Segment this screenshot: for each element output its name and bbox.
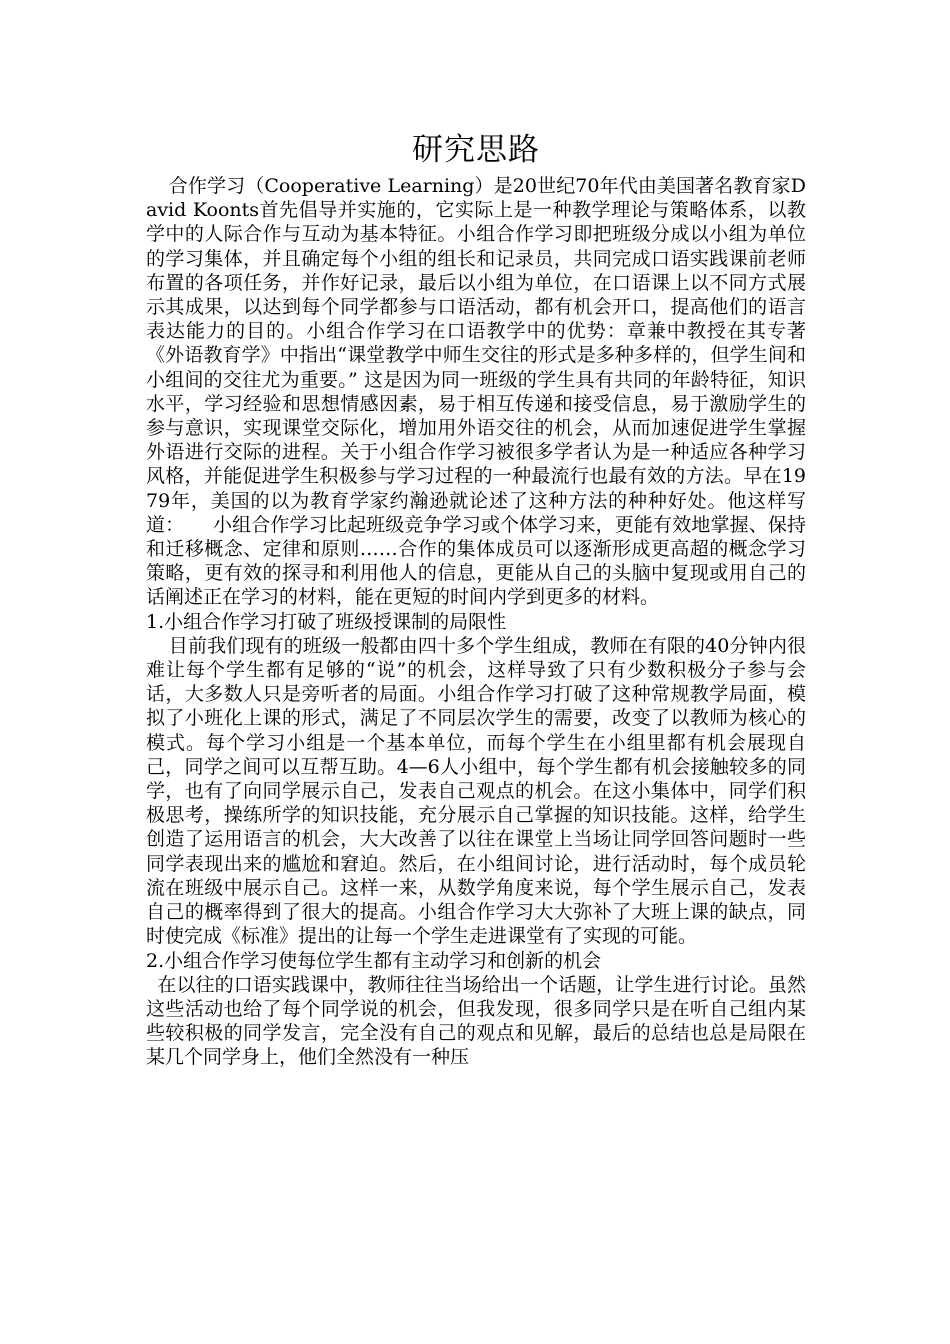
document-page	[146, 128, 806, 1070]
intro-paragraph: 合作学习（Cooperative Learning）是20世纪70年代由美国著名教育家David Koonts首先倡导并实施的，它实际上是一种教学理论与策略体系，以教学中的人际合作与互动为基本特征。小组合作学习即把班级分成以小组为单位的学习集体，并且确定每个小组的组长和记录员，共同完成口语实践课前老师布置的各项任务，并作好记录，最后以小组为单位，在口语课上以不同方式展示其成果，以达到每个同学都参与口语活动，都有机会开口，提高他们的语言表达能力的目的。小组合作学习在口语教学中的优势：章兼中教授在其专著《外语教育学》中指出“课堂教学中师生交往的形式是多种多样的，但学生间和小组间的交往尤为重要。” 这是因为同一班级的学生具有共同的年龄特征，知识水平，学习经验和思想情感因素，易于相互传递和接受信息，易于激励学生的参与意识，实现课堂交际化，增加用外语交往的机会，从而加速促进学生掌握外语进行交际的进程。关于小组合作学习被很多学者认为是一种适应各种学习风格，并能促进学生积极参与学习过程的一种最流行也最有效的方法。早在1979年，美国的以为教育学家约瀚逊就论述了这种方法的种种好处。他这样写道： 小组合作学习比起班级竞争学习或个体学习来，更能有效地掌握、保持和迁移概念、定律和原则……合作的集体成员可以逐渐形成更高超的概念学习策略，更有效的探寻和利用他人的信息，更能从自己的头脑中复现或用自己的话阐述正在学习的材料，能在更短的时间内学到更多的材料。	[146, 175, 806, 609]
section-1-body: 目前我们现有的班级一般都由四十多个学生组成，教师在有限的40分钟内很难让每个学生都有足够的“说”的机会，这样导致了只有少数积极分子参与会话，大多数人只是旁听者的局面。小组合作学习打破了这种常规教学局面，模拟了小班化上课的形式，满足了不同层次学生的需要，改变了以教师为核心的模式。每个学习小组是一个基本单位，而每个学生在小组里都有机会展现自己，同学之间可以互帮互助。4—6人小组中，每个学生都有机会接触较多的同学，也有了向同学展示自己，发表自己观点的机会。在这小集体中，同学们积极思考，操练所学的知识技能，充分展示自己掌握的知识技能。这样，给学生创造了运用语言的机会，大大改善了以往在课堂上当场让同学回答问题时一些同学表现出来的尴尬和窘迫。然后，在小组间讨论，进行活动时，每个成员轮流在班级中展示自己。这样一来，从数学角度来说，每个学生展示自己，发表自己的概率得到了很大的提高。小组合作学习大大弥补了大班上课的缺点，同时使完成《标准》提出的让每一个学生走进课堂有了实现的可能。	[146, 634, 806, 948]
document-title: 研究思路	[412, 132, 540, 168]
section-2-heading: 2.小组合作学习使每位学生都有主动学习和创新的机会	[146, 949, 602, 972]
section-2-body: 在以往的口语实践课中，教师往往当场给出一个话题，让学生进行讨论。虽然这些活动也给了每个同学说的机会，但我发现，很多同学只是在听自己组内某些较积极的同学发言，完全没有自己的观点和见解，最后的总结也总是局限在某几个同学身上，他们全然没有一种压	[146, 973, 806, 1069]
section-1-heading: 1.小组合作学习打破了班级授课制的局限性	[146, 610, 507, 633]
